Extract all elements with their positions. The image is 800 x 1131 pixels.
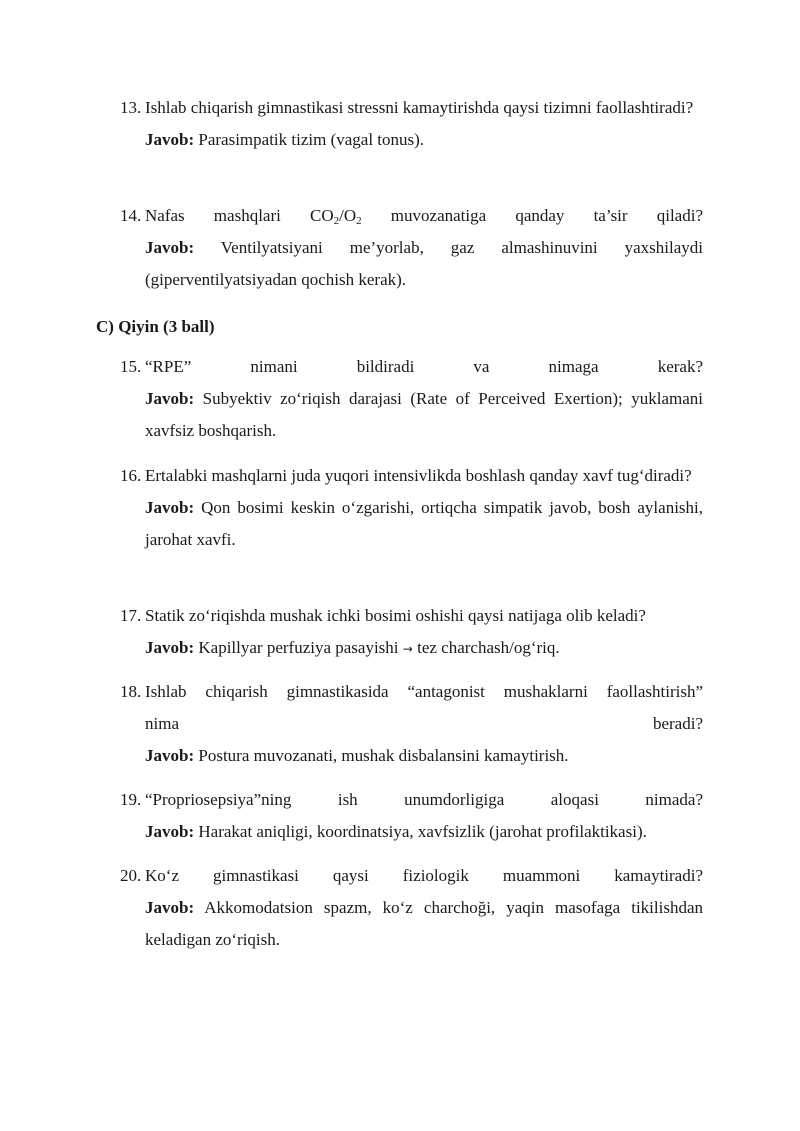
- question-number: 13.: [120, 98, 142, 117]
- answer: [145, 632, 703, 665]
- question-text: “Propriosepsiya”ning ish unumdorligiga aloqasi nimada?: [145, 790, 703, 809]
- answer-label: Javob:: [145, 389, 195, 408]
- answer-label: Javob:: [145, 746, 195, 765]
- answer: [145, 383, 703, 447]
- answer-label: Javob:: [145, 238, 195, 257]
- answer: [145, 492, 703, 556]
- question-text: Ishlab chiqarish gimnastikasi stressni kamaytirishda qaysi tizimni faollashtiradi?: [145, 98, 694, 117]
- question-text: Nafas mashqlari $CO_2/O_2$ muvozanatiga qanday ta’sir qiladi?: [145, 206, 703, 227]
- question-18: [120, 676, 703, 772]
- section-heading: C) Qiyin (3 ball): [96, 317, 215, 336]
- answer-text: Postura muvozanati, mushak disbalansini kamaytirish.: [198, 746, 569, 765]
- answer-label: Javob:: [145, 898, 195, 917]
- question-13: [120, 92, 703, 156]
- answer: [145, 816, 703, 848]
- answer-text: Akkomodatsion spazm, ko‘z charchoği, yaqin masofaga tikilishdan keladigan zo‘riqish.: [145, 898, 704, 949]
- question-20: [120, 860, 703, 956]
- answer-text-post: tez charchash/og‘riq.: [417, 638, 560, 657]
- answer-label: Javob:: [145, 638, 195, 657]
- answer-text: Ventilyatsiyani me’yorlab, gaz almashinuvini yaxshilaydi (giperventilyatsiyadan qochish kerak).: [145, 238, 703, 289]
- question-19: [120, 784, 703, 848]
- question-text: Ertalabki mashqlarni juda yuqori intensivlikda boshlash qanday xavf tug‘diradi?: [145, 466, 692, 485]
- question-15: [120, 351, 703, 447]
- answer: [145, 232, 703, 296]
- question-16: [120, 460, 703, 556]
- question-number: 20.: [120, 866, 142, 885]
- question-text-line1: Ishlab chiqarish gimnastikasida “antagonist mushaklarni faollashtirish”: [145, 682, 703, 701]
- question-text: “RPE” nimani bildiradi va nimaga kerak?: [145, 357, 703, 376]
- answer-text: Qon bosimi keskin o‘zgarishi, ortiqcha simpatik javob, bosh aylanishi, jarohat xavfi.: [145, 498, 703, 549]
- answer-text-pre: Kapillyar perfuziya pasayishi: [198, 638, 399, 657]
- answer: [145, 892, 703, 956]
- arrow-icon: →: [402, 642, 413, 656]
- answer: [145, 740, 703, 772]
- answer-label: Javob:: [145, 822, 195, 841]
- answer: [145, 124, 703, 156]
- question-number: 18.: [120, 682, 142, 701]
- question-17: [120, 600, 703, 665]
- answer-label: Javob:: [145, 498, 195, 517]
- answer-text: Subyektiv zo‘riqish darajasi (Rate of Perceived Exertion); yuklamani xavfsiz boshqarish.: [145, 389, 703, 440]
- question-text-line2: nima beradi?: [145, 714, 703, 733]
- question-number: 17.: [120, 606, 142, 625]
- answer-label: Javob:: [145, 130, 195, 149]
- question-text: Statik zo‘riqishda mushak ichki bosimi oshishi qaysi natijaga olib keladi?: [145, 606, 646, 625]
- answer-text: Parasimpatik tizim (vagal tonus).: [198, 130, 425, 149]
- question-number: 19.: [120, 790, 142, 809]
- answer-text: Harakat aniqligi, koordinatsiya, xavfsizlik (jarohat profilaktikasi).: [198, 822, 647, 841]
- question-text: Ko‘z gimnastikasi qaysi fiziologik muammoni kamaytiradi?: [145, 866, 703, 885]
- question-number: 15.: [120, 357, 142, 376]
- question-14: [120, 200, 703, 296]
- question-number: 16.: [120, 466, 142, 485]
- question-number: 14.: [120, 206, 142, 225]
